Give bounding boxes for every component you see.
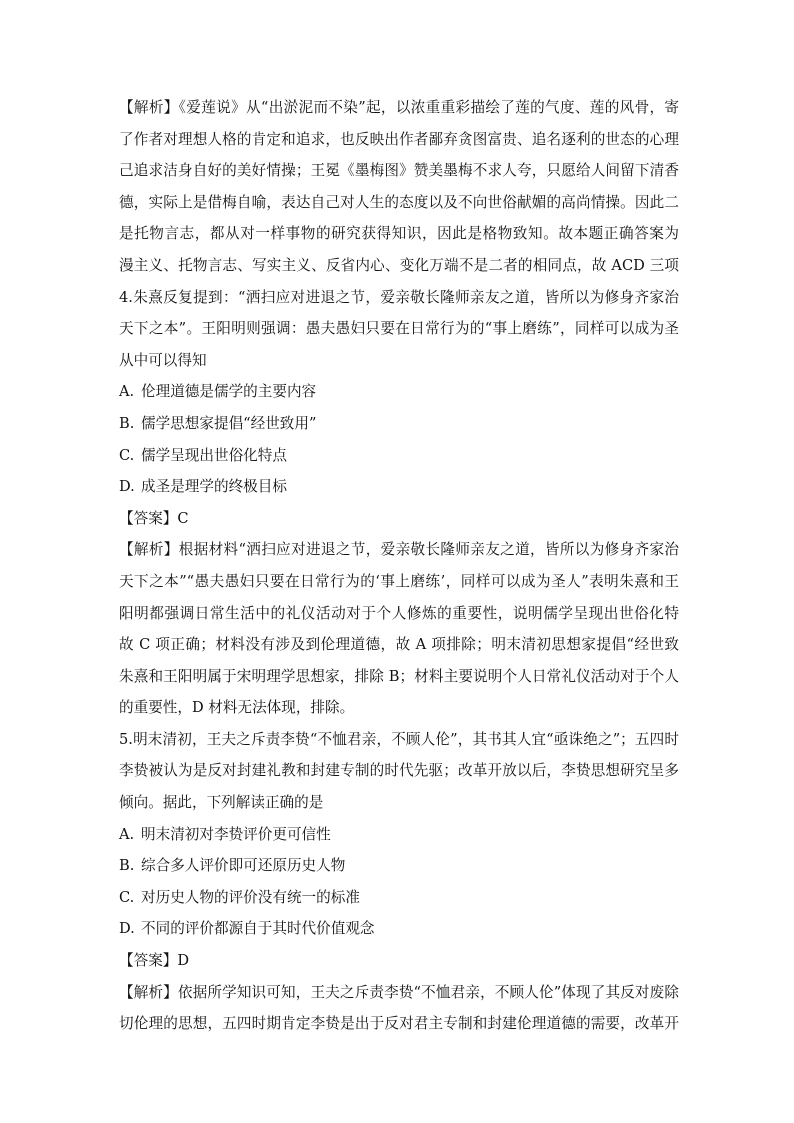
q4-analysis-line-1: 【解析】根据材料“洒扫应对进退之节，爱亲敬长隆师亲友之道，皆所以为修身齐家治 [119, 541, 679, 559]
option-letter: D. [119, 920, 135, 938]
q3-analysis-line-2: 了作者对理想人格的肯定和追求，也反映出作者鄙弃贪图富贵、追名逐利的世态的心理 [119, 130, 679, 148]
q4-analysis-line-2: 天下之本”“愚夫愚妇只要在日常行为的‘事上磨练’，同样可以成为圣人”表明朱熹和王 [119, 572, 679, 590]
q5-analysis-line-2: 切伦理的思想，五四时期肯定李贽是出于反对君主专制和封建伦理道德的需要，改革开 [119, 1015, 679, 1033]
q4-analysis-line-5: 朱熹和王阳明属于宋明理学思想家，排除 B；材料主要说明个人日常礼仪活动对于个人 [119, 667, 679, 685]
option-letter: A. [119, 383, 135, 401]
option-letter: D. [119, 478, 135, 496]
q5-analysis-line-1: 【解析】依据所学知识可知，王夫之斥责李贽“不恤君亲，不顾人伦”体现了其反对废除 [119, 983, 679, 1001]
option-text: 综合多人评价即可还原历史人物 [141, 857, 346, 875]
q4-stem-line-3: 从中可以得知 [119, 351, 207, 369]
page-content [119, 92, 679, 1040]
q5-stem-line-2: 李贽被认为是反对封建礼教和封建专制的时代先驱；改革开放以后，李贽思想研究呈多 [119, 762, 679, 780]
q3-analysis-line-1: 【解析】《爱莲说》从“出淤泥而不染”起，以浓重重彩描绘了莲的气度、莲的风骨，寄 [119, 99, 679, 116]
option-text: 对历史人物的评价没有统一的标准 [141, 888, 360, 906]
q5-option-d [119, 913, 679, 945]
q5-option-b [119, 850, 679, 882]
q3-analysis-line-4: 德，实际上是借梅自喻，表达自己对人生的态度以及不向世俗献媚的高尚情操。因此二 [119, 193, 679, 211]
q4-stem-line-1: 4.朱熹反复提到：“洒扫应对进退之节，爱亲敬长隆师亲友之道，皆所以为修身齐家治 [119, 288, 679, 306]
q4-option-b [119, 408, 679, 440]
option-text: 成圣是理学的终极目标 [141, 478, 287, 496]
q4-option-d [119, 471, 679, 503]
q3-analysis-line-6: 漫主义、托物言志、写实主义、反省内心、变化万端不是二者的相同点，故 ACD 三项 [119, 256, 679, 274]
option-text: 儒学思想家提倡“经世致用” [141, 414, 317, 432]
q3-analysis-line-5: 是托物言志，都从对一样事物的研究获得知识，因此是格物致知。故本题正确答案为 [119, 225, 679, 243]
option-letter: B. [119, 857, 135, 875]
option-text: 明末清初对李贽评价更可信性 [141, 825, 331, 843]
q4-analysis-line-4: 故 C 项正确；材料没有涉及到伦理道德，故 A 项排除；明末清初思想家提倡“经世致 [119, 636, 679, 654]
option-letter: C. [119, 446, 135, 464]
option-letter: A. [119, 825, 135, 843]
q4-stem-line-2: 天下之本”。王阳明则强调：愚夫愚妇只要在日常行为的“事上磨练”，同样可以成为圣 [119, 320, 679, 338]
q4-analysis-line-3: 阳明都强调日常生活中的礼仪活动对于个人修炼的重要性，说明儒学呈现出世俗化特 [119, 604, 679, 622]
option-text: 伦理道德是儒学的主要内容 [141, 383, 317, 401]
q5-answer: 【答案】D [119, 952, 190, 970]
q5-option-c [119, 882, 679, 914]
option-letter: C. [119, 888, 135, 906]
q3-analysis-line-3: 己追求洁身自好的美好情操；王冕《墨梅图》赞美墨梅不求人夸，只愿给人间留下清香 [119, 162, 679, 180]
q4-analysis-line-6: 的重要性，D 材料无法体现，排除。 [119, 699, 355, 717]
option-text: 不同的评价都源自于其时代价值观念 [141, 920, 375, 938]
q4-answer: 【答案】C [119, 509, 189, 527]
q4-option-a [119, 376, 679, 408]
q5-stem-line-3: 倾向。据此，下列解读正确的是 [119, 794, 324, 812]
q4-option-c [119, 440, 679, 472]
q5-option-a [119, 819, 679, 851]
option-text: 儒学呈现出世俗化特点 [141, 446, 287, 464]
option-letter: B. [119, 414, 135, 432]
q5-stem-line-1: 5.明末清初，王夫之斥责李贽“不恤君亲，不顾人伦”，其书其人宜“亟诛绝之”；五四时 [119, 730, 679, 748]
